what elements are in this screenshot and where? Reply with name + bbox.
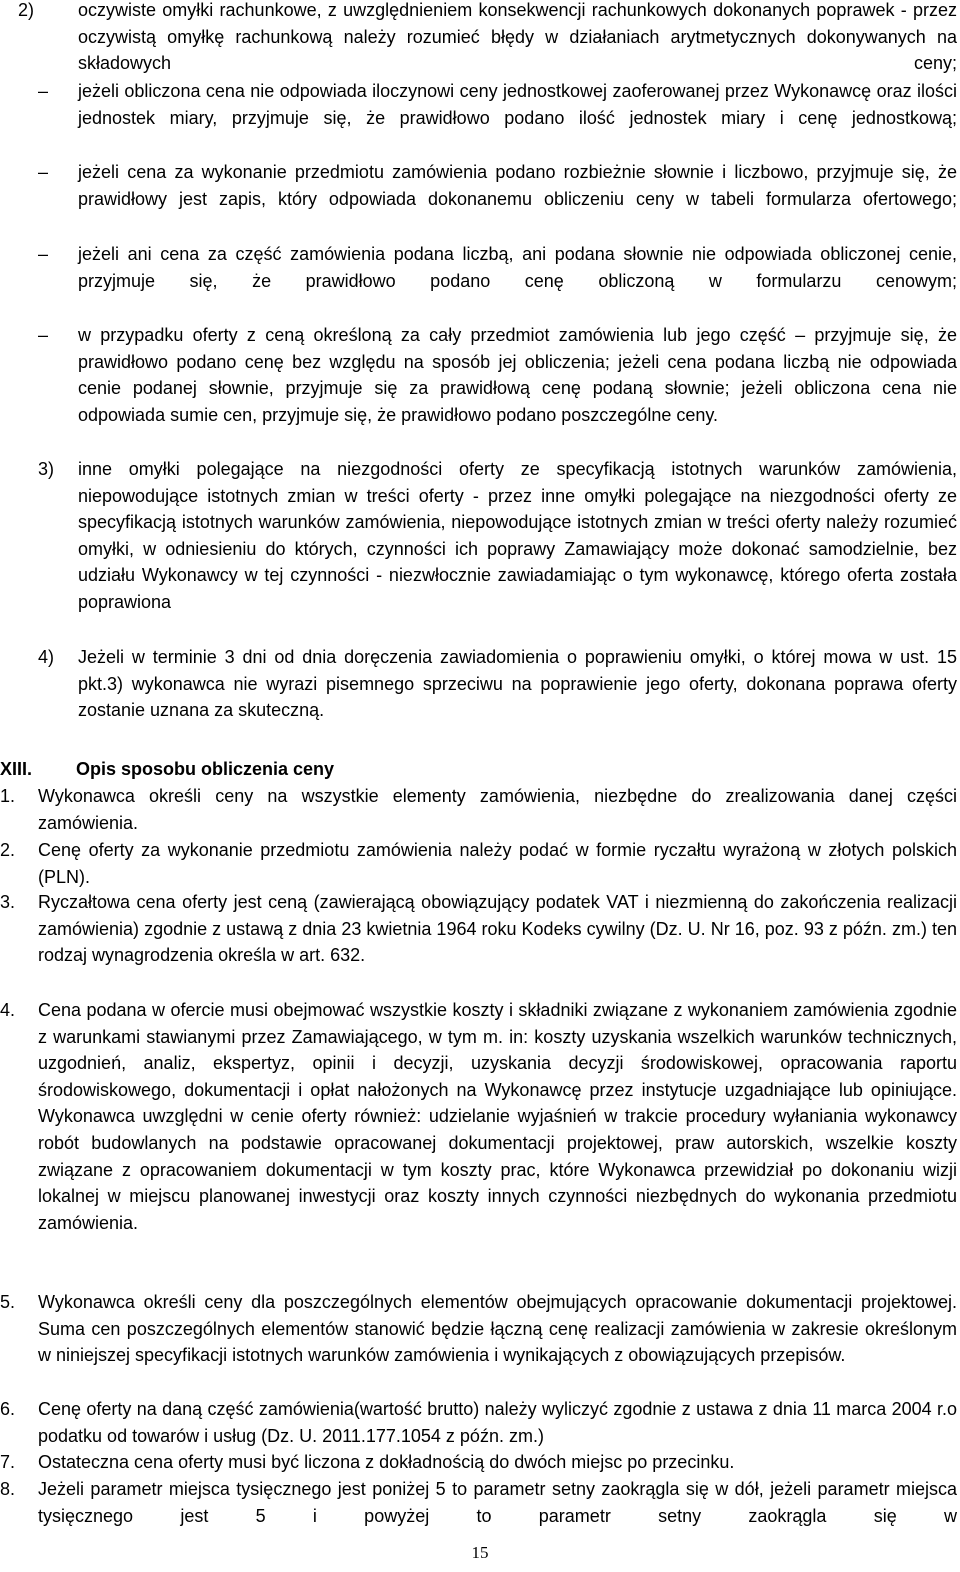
dash-bullet: – bbox=[38, 81, 49, 101]
item-text: jeżeli ani cena za część zamówienia podana liczbą, ani podana słownie nie odpowiada obliczonej cenie, przyjmuje się, że prawidłowo podano cenę obliczoną w formularzu cenowym; bbox=[78, 244, 957, 291]
item-text: Cenę oferty na daną część zamówienia(wartość brutto) należy wyliczyć zgodnie z ustawa z dnia 11 marca 2004 r.o podatku od towarów i usług (Dz. U. 2011.177.1054 z późn. zm.) bbox=[38, 1399, 957, 1446]
item-number: 2. bbox=[0, 840, 16, 860]
item-text: Cena podana w ofercie musi obejmować wszystkie koszty i składniki związane z wykonaniem zamówienia zgodnie z warunkami stawianymi przez Zamawiającego, w tym m. in: koszty uzyskania wszelkich warunków technicznych, uzgodnień, analiz, ekspertyz, opinii i decyzji, uzyskania decyzji środowiskowej, opracowania raportu środowiskowego, dokumentacji i opłat nałożonych na Wykonawcę przez instytucje uzgadniające lub opiniujące. Wykonawca uwzględni w cenie oferty również: udzielanie wyjaśnień w trakcie procedury wyłaniania wykonawcy robót budowlanych na podstawie opracowanej dokumentacji projektowej, praw autorskich, wszelkie koszty związane z opracowaniem dokumentacji w tym koszty prac, które Wykonawca przewidział po dokonaniu wizji lokalnej w miejscu planowanej inwestycji oraz koszty innych czynności niezbędnych do wykonania przedmiotu zamówienia. bbox=[38, 1000, 957, 1233]
item-text: inne omyłki polegające na niezgodności oferty ze specyfikacją istotnych warunków zamówienia, niepowodujące istotnych zmian w treści oferty - przez inne omyłki polegające na niezgodności oferty ze specyfikacją istotnych warunków zamówienia, niepowodujące istotnych zmian w treści oferty należy rozumieć omyłki, w odniesieniu do których, czynności ich poprawy Zamawiający może dokonać samodzielnie, bez udziału Wykonawcy w tej czynności - niezwłocznie zawiadamiając o tym wykonawcę, którego oferta została poprawiona bbox=[78, 459, 957, 612]
item-number: 6. bbox=[0, 1399, 16, 1419]
item-number: 2) bbox=[18, 0, 35, 20]
item-text: Ryczałtowa cena oferty jest ceną (zawierającą obowiązujący podatek VAT i niezmienną do zakończenia realizacji zamówienia) zgodnie z ustawą z dnia 23 kwietnia 1964 roku Kodeks cywilny (Dz. U. Nr 16, poz. 93 z późn. zm.) ten rodzaj wynagrodzenia określa w art. 632. bbox=[38, 892, 957, 966]
item-number: 5. bbox=[0, 1292, 16, 1312]
item-text: jeżeli obliczona cena nie odpowiada iloczynowi ceny jednostkowej zaoferowanej przez Wykonawcę oraz ilości jednostek miary, przyjmuje się, że prawidłowo podano ilość jednostek miary i cenę jednostkową; bbox=[78, 81, 957, 128]
item-text: Cenę oferty za wykonanie przedmiotu zamówienia należy podać w formie ryczałtu wyrażoną w złotych polskich (PLN). bbox=[38, 840, 957, 887]
item-text: Ostateczna cena oferty musi być liczona z dokładnością do dwóch miejsc po przecinku. bbox=[38, 1452, 735, 1472]
item-number: 4) bbox=[38, 647, 55, 667]
section-heading bbox=[0, 756, 334, 783]
item-text: jeżeli cena za wykonanie przedmiotu zamówienia podano rozbieżnie słownie i liczbowo, przyjmuje się, że prawidłowy jest zapis, który odpowiada dokonanemu obliczeniu ceny w tabeli formularza ofertowego; bbox=[78, 162, 957, 209]
item-number: 8. bbox=[0, 1479, 16, 1499]
section-number: XIII. bbox=[0, 759, 33, 779]
item-text: Wykonawca określi ceny na wszystkie elementy zamówienia, niezbędne do zrealizowania danej części zamówienia. bbox=[38, 786, 957, 833]
item-text: Wykonawca określi ceny dla poszczególnych elementów obejmujących opracowanie dokumentacji projektowej. Suma cen poszczególnych elementów stanowić będzie łączną cenę realizacji zamówienia w zakresie określonym w niniejszej specyfikacji istotnych warunków zamówienia i wynikających z obowiązujących przepisów. bbox=[38, 1292, 957, 1366]
item-number: 7. bbox=[0, 1452, 16, 1472]
item-number: 4. bbox=[0, 1000, 16, 1020]
item-number: 3. bbox=[0, 892, 16, 912]
dash-bullet: – bbox=[38, 325, 49, 345]
dash-bullet: – bbox=[38, 244, 49, 264]
dash-bullet: – bbox=[38, 162, 49, 182]
item-number: 3) bbox=[38, 459, 55, 479]
item-text: oczywiste omyłki rachunkowe, z uwzględnieniem konsekwencji rachunkowych dokonanych poprawek - przez oczywistą omyłkę rachunkową należy rozumieć błędy w działaniach arytmetycznych dokonywanych na składowych ceny; bbox=[78, 0, 957, 74]
item-text: w przypadku oferty z ceną określoną za cały przedmiot zamówienia lub jego część – przyjmuje się, że prawidłowo podano cenę bez względu na sposób jej obliczenia; jeżeli cena podana liczbą nie odpowiada cenie podanej słownie, przyjmuje się za prawidłową cenę podaną słownie; jeżeli obliczona cena nie odpowiada sumie cen, przyjmuje się, że prawidłowo podano poszczególne ceny. bbox=[78, 325, 957, 425]
item-text: Jeżeli parametr miejsca tysięcznego jest poniżej 5 to parametr setny zaokrągla się w dół, jeżeli parametr miejsca tysięcznego jest 5 i powyżej to parametr setny zaokrągla się w bbox=[38, 1479, 957, 1526]
page-number: 15 bbox=[471, 1543, 489, 1562]
item-text: Jeżeli w terminie 3 dni od dnia doręczenia zawiadomienia o poprawieniu omyłki, o której mowa w ust. 15 pkt.3) wykonawca nie wyrazi pisemnego sprzeciwu na poprawienie jego oferty, dokonana poprawa oferty zostanie uznana za skuteczną. bbox=[78, 647, 957, 721]
section-title: Opis sposobu obliczenia ceny bbox=[76, 759, 335, 779]
item-number: 1. bbox=[0, 786, 16, 806]
